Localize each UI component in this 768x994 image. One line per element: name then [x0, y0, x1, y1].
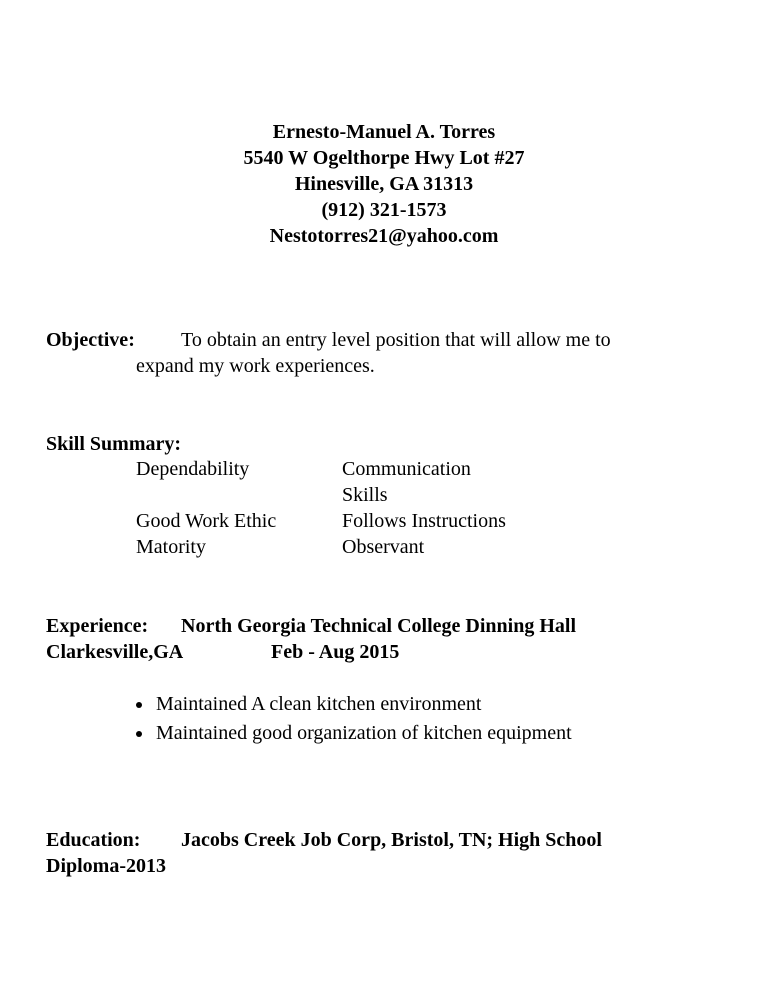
phone-number: (912) 321-1573 — [321, 199, 447, 221]
experience-bullet: Maintained good organization of kitchen equipment — [156, 722, 572, 744]
candidate-name: Ernesto-Manuel A. Torres — [272, 121, 496, 143]
bullet-icon — [136, 731, 142, 737]
skill-item: Communication — [342, 458, 471, 480]
objective-label: Objective: — [46, 329, 135, 351]
skill-item: Follows Instructions — [342, 510, 506, 532]
experience-employer: North Georgia Technical College Dinning Hall — [181, 615, 577, 637]
experience-dates: Feb - Aug 2015 — [271, 641, 400, 663]
street-address: 5540 W Ogelthorpe Hwy Lot #27 — [243, 147, 525, 169]
skill-item: Observant — [342, 536, 425, 558]
experience-label: Experience: — [46, 615, 149, 637]
skill-item: Good Work Ethic — [136, 510, 277, 532]
skill-item: Matority — [136, 536, 206, 558]
experience-bullet: Maintained A clean kitchen environment — [156, 693, 482, 715]
bullet-icon — [136, 702, 142, 708]
education-line1: Jacobs Creek Job Corp, Bristol, TN; High School — [181, 829, 602, 851]
education-label: Education: — [46, 829, 141, 851]
email-address: Nestotorres21@yahoo.com — [269, 225, 499, 247]
skills-label: Skill Summary: — [46, 433, 182, 455]
objective-text-line1: To obtain an entry level position that will allow me to — [181, 329, 611, 351]
experience-location: Clarkesville,GA — [46, 641, 184, 663]
education-line2: Diploma-2013 — [46, 855, 166, 877]
objective-text-line2: expand my work experiences. — [136, 355, 375, 377]
skill-item: Dependability — [136, 458, 250, 480]
skill-item: Skills — [342, 484, 388, 506]
city-state-zip: Hinesville, GA 31313 — [294, 173, 474, 195]
